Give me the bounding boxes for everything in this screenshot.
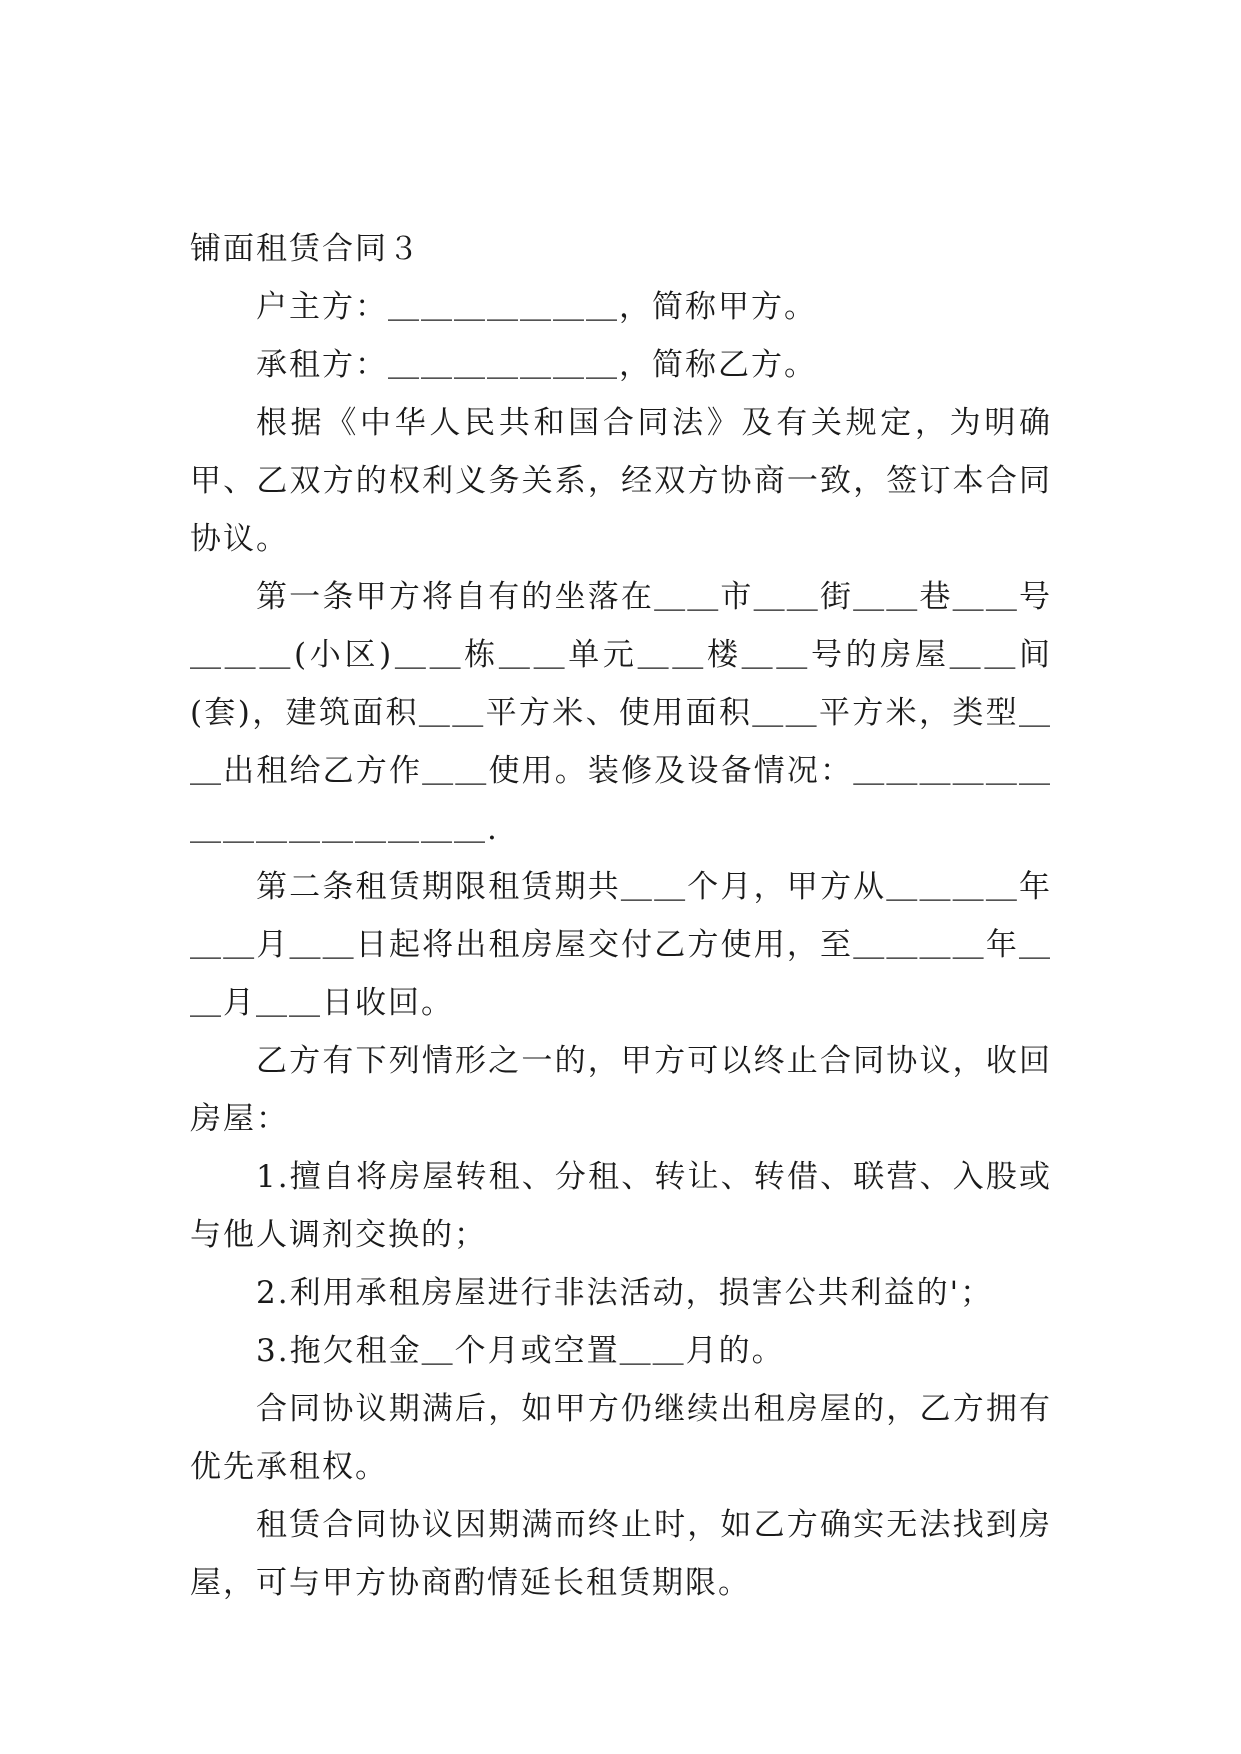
document-body (190, 220, 1052, 1612)
article-2-paragraph: 第二条租赁期限租赁期共＿＿个月，甲方从＿＿＿＿年＿＿月＿＿日起将出租房屋交付乙方使用，至＿＿＿＿年＿＿月＿＿日收回。 (190, 869, 1052, 1021)
termination-item-1: 1.擅自将房屋转租、分租、转让、转借、联营、入股或与他人调剂交换的； (190, 1159, 1052, 1253)
priority-lease-paragraph: 合同协议期满后，如甲方仍继续出租房屋的，乙方拥有优先承租权。 (190, 1391, 1052, 1485)
termination-item-2: 2.利用承租房屋进行非法活动，损害公共利益的'； (256, 1275, 994, 1311)
document-title: 铺面租赁合同３ (190, 231, 421, 267)
extension-paragraph: 租赁合同协议因期满而终止时，如乙方确实无法找到房屋，可与甲方协商酌情延长租赁期限。 (190, 1507, 1052, 1601)
termination-item-3: 3.拖欠租金＿个月或空置＿＿月的。 (256, 1333, 785, 1369)
article-1-paragraph: 第一条甲方将自有的坐落在＿＿市＿＿街＿＿巷＿＿号＿＿＿(小区)＿＿栋＿＿单元＿＿楼＿＿号的房屋＿＿间(套)，建筑面积＿＿平方米、使用面积＿＿平方米，类型＿＿出租给乙方作＿＿使用。装修及设备情况：＿＿＿＿＿＿＿＿＿＿＿＿＿＿＿. (190, 579, 1052, 847)
preamble-paragraph: 根据《中华人民共和国合同法》及有关规定，为明确甲、乙双方的权利义务关系，经双方协商一致，签订本合同协议。 (190, 405, 1052, 557)
termination-intro-paragraph: 乙方有下列情形之一的，甲方可以终止合同协议，收回房屋： (190, 1043, 1052, 1137)
party-b-line: 承租方：＿＿＿＿＿＿＿，简称乙方。 (256, 347, 817, 383)
party-a-line: 户主方：＿＿＿＿＿＿＿，简称甲方。 (256, 289, 817, 325)
